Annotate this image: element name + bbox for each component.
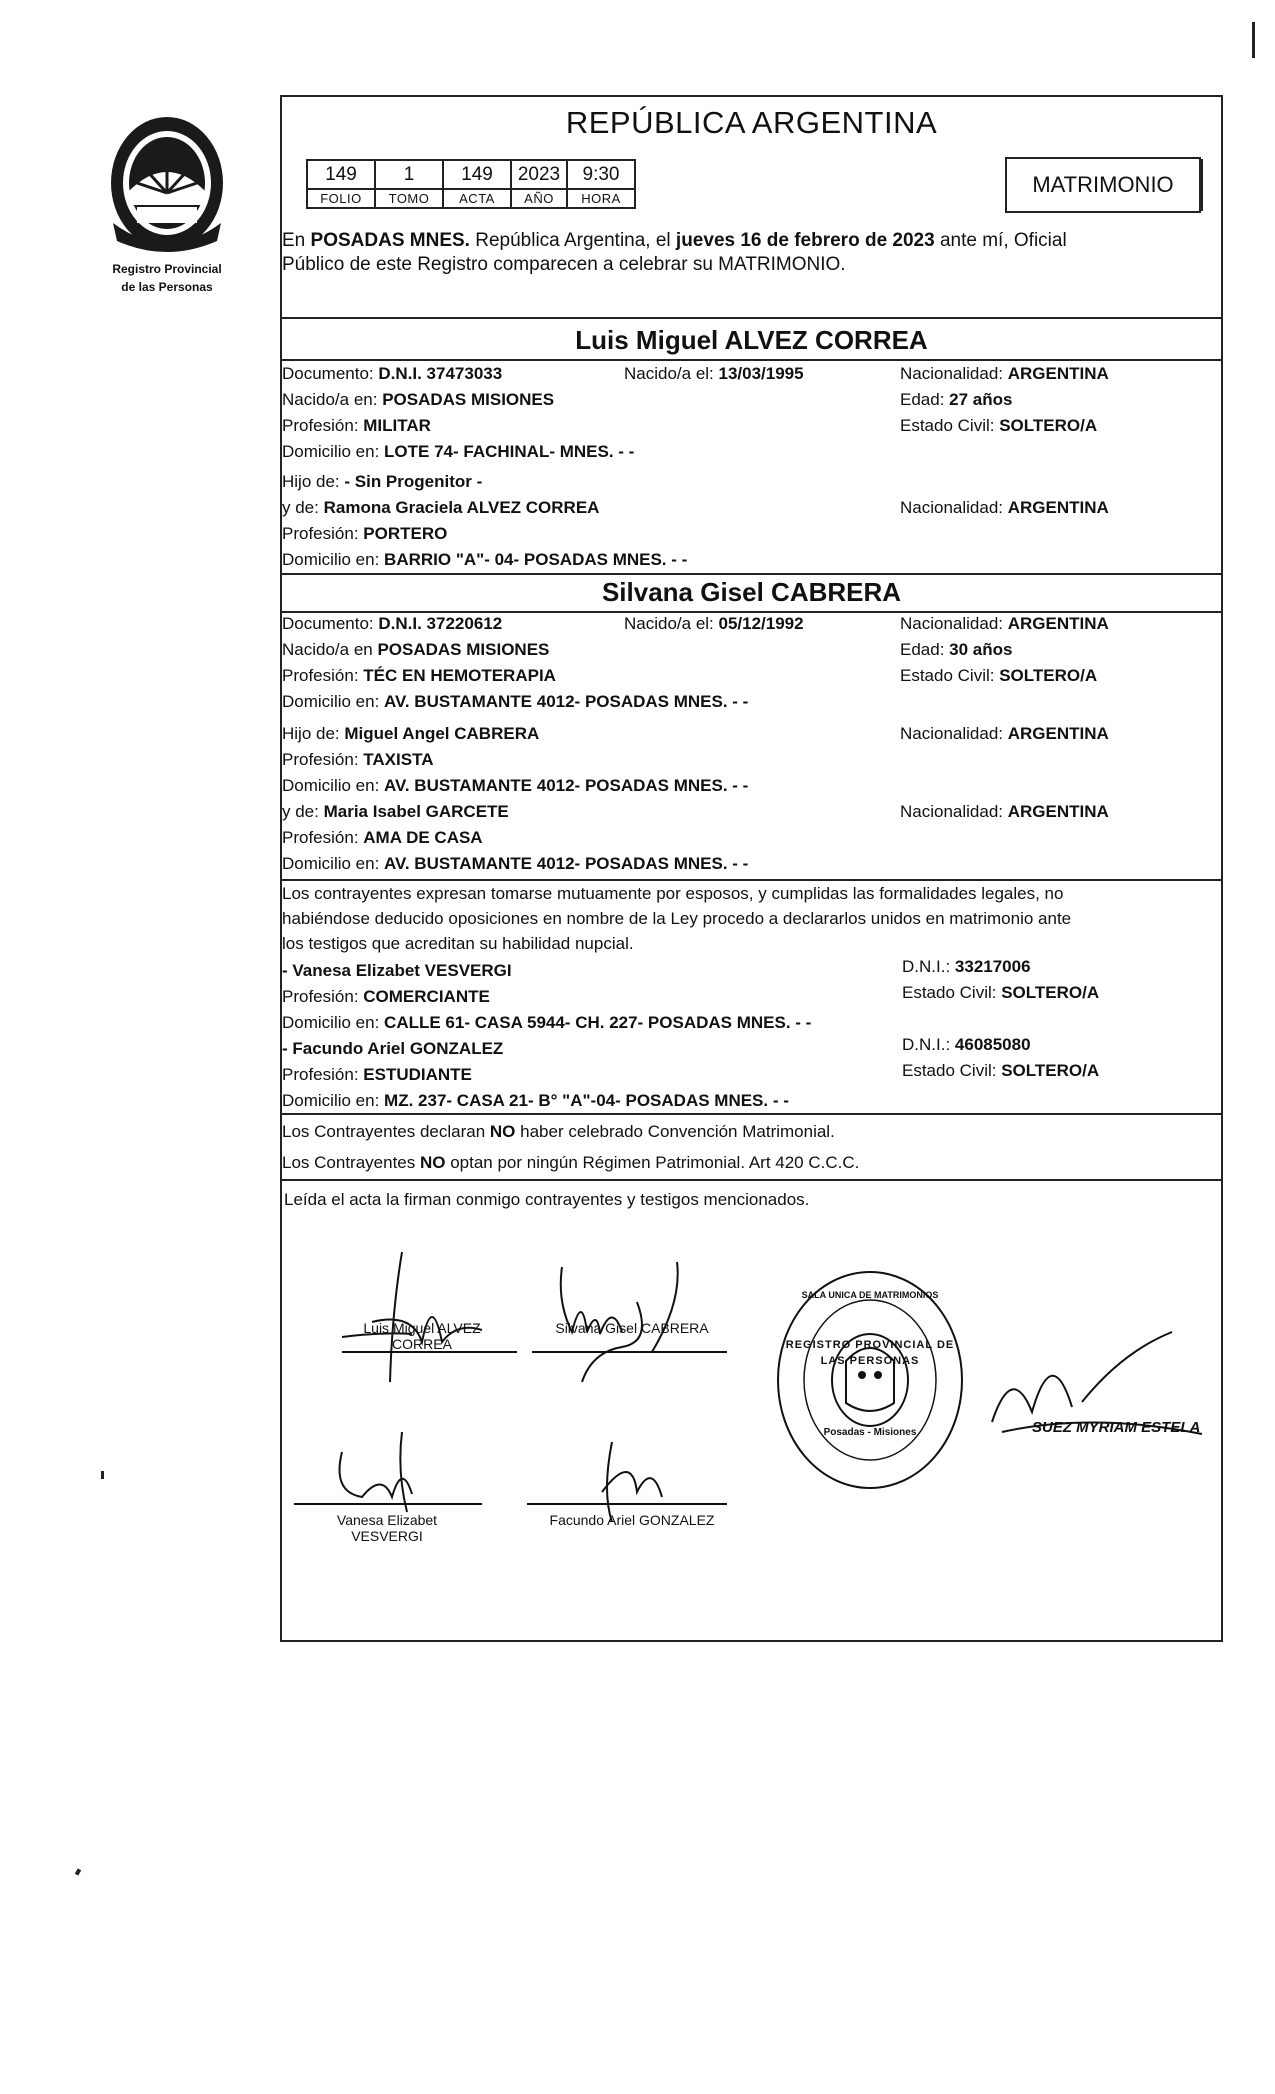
witnesses-left-column: - Vanesa Elizabet VESVERGI Profesión: COMERCIANTE Domicilio en: CALLE 61- CASA 5944- CH. 227- POSADAS MNES. - - - Facundo Ariel GONZALEZ Profesión: ESTUDIANTE Domicilio en: MZ. 237- CASA 21- B° "A"-04- POSADAS MNES. - - xyxy=(282,958,811,1114)
tomo-label: TOMO xyxy=(375,189,443,208)
groom-dni: D.N.I. 37473033 xyxy=(378,364,503,383)
closing-statement: Leída el acta la firman conmigo contrayentes y testigos mencionados. xyxy=(284,1190,810,1209)
stamp-bottom-text: Posadas - Misiones xyxy=(823,1427,917,1438)
groom-civil-status: SOLTERO/A xyxy=(999,416,1098,435)
witness-1-civil-status: SOLTERO/A xyxy=(1001,983,1100,1002)
witness-1-dni: 33217006 xyxy=(954,957,1031,976)
document-frame xyxy=(280,95,1223,1642)
intro-line-1: En POSADAS MNES. República Argentina, el jueves 16 de febrero de 2023 ante mí, Oficial xyxy=(282,230,1067,251)
acta-value: 149 xyxy=(443,160,511,189)
bride-left-column: Documento: D.N.I. 37220612 Nacido/a en POSADAS MISIONES Profesión: TÉC EN HEMOTERAPIA Domicilio en: AV. BUSTAMANTE 4012- POSADAS MNES. - - Hijo de: Miguel Angel CABRERA Profesión: TAXISTA Domicilio en: AV. BUSTAMANTE 4012- POSADAS MNES. - - y de: Maria Isabel GARCETE Profesión: AMA DE CASA Domicilio en: AV. BUSTAMANTE 4012- POSADAS MNES. - - xyxy=(282,614,749,873)
tomo-value: 1 xyxy=(375,160,443,189)
witness-2-address: MZ. 237- CASA 21- B° "A"-04- POSADAS MNES. - - xyxy=(384,1091,789,1110)
divider xyxy=(282,573,1221,575)
groom-birthplace: POSADAS MISIONES xyxy=(382,390,555,409)
country-title: REPÚBLICA ARGENTINA xyxy=(565,105,938,140)
groom-mother: Ramona Graciela ALVEZ CORREA xyxy=(323,498,600,517)
folio-label: FOLIO xyxy=(307,189,375,208)
bride-father-nationality: ARGENTINA xyxy=(1007,724,1109,743)
intro-date: jueves 16 de febrero de 2023 xyxy=(675,230,935,251)
bride-name: Silvana Gisel CABRERA xyxy=(601,577,902,607)
bride-birthdate-cell: Nacido/a el: 05/12/1992 xyxy=(624,614,804,633)
bride-mother-nationality: ARGENTINA xyxy=(1007,802,1109,821)
ano-value: 2023 xyxy=(511,160,567,189)
bride-birthplace: POSADAS MISIONES xyxy=(377,640,550,659)
provincial-seal-icon xyxy=(107,113,227,253)
registry-logo xyxy=(92,113,242,303)
bride-signature-label: Silvana Gisel CABRERA xyxy=(555,1320,709,1336)
bride-father: Miguel Angel CABRERA xyxy=(344,724,540,743)
ano-label: AÑO xyxy=(511,189,567,208)
bride-mother: Maria Isabel GARCETE xyxy=(323,802,509,821)
scan-speck xyxy=(101,1471,104,1479)
witness-2-name: - Facundo Ariel GONZALEZ xyxy=(282,1039,504,1058)
hora-label: HORA xyxy=(567,189,635,208)
bride-birthdate: 05/12/1992 xyxy=(718,614,804,633)
divider xyxy=(282,1179,1221,1181)
scan-speck xyxy=(1252,22,1255,58)
groom-name: Luis Miguel ALVEZ CORREA xyxy=(575,325,928,355)
registry-name-line1: Registro Provincial xyxy=(112,262,222,276)
groom-left-column: Documento: D.N.I. 37473033 Nacido/a en: POSADAS MISIONES Profesión: MILITAR Domicilio en: LOTE 74- FACHINAL- MNES. - - Hijo de: - Sin Progenitor - y de: Ramona Graciela ALVEZ CORREA Profesión: PORTERO Domicilio en: BARRIO "A"- 04- POSADAS MNES. - - xyxy=(282,364,688,569)
witness-2-civil-status: SOLTERO/A xyxy=(1001,1061,1100,1080)
scan-speck xyxy=(75,1868,81,1875)
convention-statement: Los Contrayentes declaran NO haber celebrado Convención Matrimonial. xyxy=(282,1122,835,1141)
witness-2-dni: 46085080 xyxy=(954,1035,1031,1054)
witness-1-profession: COMERCIANTE xyxy=(363,987,490,1006)
folio-value: 149 xyxy=(307,160,375,189)
groom-age: 27 años xyxy=(949,390,1013,409)
bride-dni: D.N.I. 37220612 xyxy=(378,614,503,633)
patrimonial-statement: Los Contrayentes NO optan por ningún Régimen Patrimonial. Art 420 C.C.C. xyxy=(282,1153,860,1172)
witness-1-address: CALLE 61- CASA 5944- CH. 227- POSADAS MNES. - - xyxy=(384,1013,812,1032)
groom-father: - Sin Progenitor - xyxy=(344,472,483,491)
groom-address: LOTE 74- FACHINAL- MNES. - - xyxy=(384,442,635,461)
groom-mother-address: BARRIO "A"- 04- POSADAS MNES. - - xyxy=(384,550,688,569)
regime-block xyxy=(282,1116,859,1178)
divider xyxy=(282,1113,1221,1115)
groom-profession: MILITAR xyxy=(363,416,431,435)
groom-nationality: ARGENTINA xyxy=(1007,364,1109,383)
bride-age: 30 años xyxy=(949,640,1013,659)
bride-profession: TÉC EN HEMOTERAPIA xyxy=(363,666,556,685)
registry-name-line2: de las Personas xyxy=(121,280,213,294)
groom-birthdate: 13/03/1995 xyxy=(718,364,804,383)
bride-father-address: AV. BUSTAMANTE 4012- POSADAS MNES. - - xyxy=(384,776,749,795)
official-name: SUEZ MYRIAM ESTELA xyxy=(1032,1419,1201,1436)
witness-1-signature-label: Vanesa Elizabet VESVERGI xyxy=(336,1512,438,1544)
record-header-table xyxy=(306,159,636,209)
act-type-box: MATRIMONIO xyxy=(1005,157,1201,213)
groom-right-column: Nacionalidad: ARGENTINA Edad: 27 años Estado Civil: SOLTERO/A Nacionalidad: ARGENTINA xyxy=(900,364,1109,517)
bride-nationality: ARGENTINA xyxy=(1007,614,1109,633)
stamp-outer-text: REGISTRO PROVINCIAL DE LAS PERSONAS xyxy=(785,1339,955,1367)
hora-value: 9:30 xyxy=(567,160,635,189)
groom-mother-nationality: ARGENTINA xyxy=(1007,498,1109,517)
acta-label: ACTA xyxy=(443,189,511,208)
witness-2-profession: ESTUDIANTE xyxy=(363,1065,472,1084)
bride-civil-status: SOLTERO/A xyxy=(999,666,1098,685)
bride-father-profession: TAXISTA xyxy=(363,750,434,769)
divider xyxy=(282,317,1221,319)
groom-mother-profession: PORTERO xyxy=(363,524,448,543)
witness-1-name: - Vanesa Elizabet VESVERGI xyxy=(282,961,512,980)
stamp-inner-text: SALA UNICA DE MATRIMONIOS xyxy=(801,1290,939,1300)
witness-2-signature-label: Facundo Ariel GONZALEZ xyxy=(549,1512,715,1528)
bride-mother-profession: AMA DE CASA xyxy=(363,828,483,847)
declaration-text: Los contrayentes expresan tomarse mutuamente por esposos, y cumplidas las formalidades legales, no habiéndose deducido oposiciones en nombre de la Ley procedo a declararlos unidos en matrimonio ante los testigos que acreditan su habilidad nupcial. xyxy=(282,884,1072,953)
groom-signature-label: Luis Miguel ALVEZ CORREA xyxy=(363,1320,481,1352)
intro-place: POSADAS MNES. xyxy=(310,230,470,251)
bride-address: AV. BUSTAMANTE 4012- POSADAS MNES. - - xyxy=(384,692,749,711)
bride-right-column: Nacionalidad: ARGENTINA Edad: 30 años Estado Civil: SOLTERO/A Nacionalidad: ARGENTINA Nacionalidad: ARGENTINA xyxy=(900,614,1109,821)
bride-mother-address: AV. BUSTAMANTE 4012- POSADAS MNES. - - xyxy=(384,854,749,873)
intro-line-2: Público de este Registro comparecen a celebrar su MATRIMONIO. xyxy=(282,254,846,275)
groom-birthdate-cell: Nacido/a el: 13/03/1995 xyxy=(624,364,804,383)
witnesses-right-column: D.N.I.: 33217006 Estado Civil: SOLTERO/A D.N.I.: 46085080 Estado Civil: SOLTERO/A xyxy=(902,957,1100,1080)
